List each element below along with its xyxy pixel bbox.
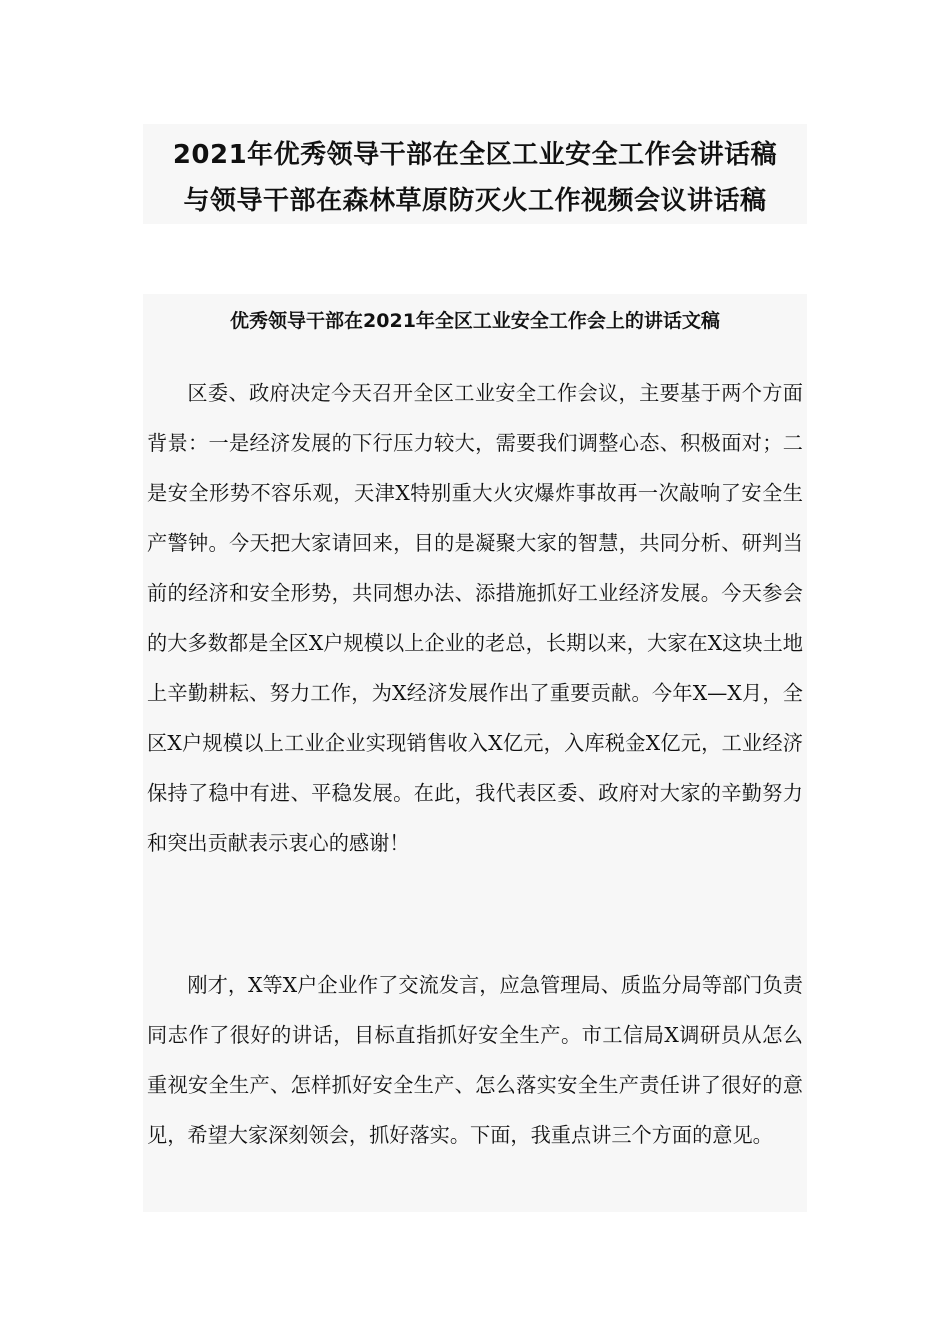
document-title-line-2: 与领导干部在森林草原防灭火工作视频会议讲话稿 <box>183 186 767 216</box>
speech-subtitle: 优秀领导干部在2021年全区工业安全工作会上的讲话文稿 <box>230 310 720 332</box>
paragraph-2: 刚才，X等X户企业作了交流发言，应急管理局、质监分局等部门负责同志作了很好的讲话，目标直指抓好安全生产。市工信局X调研员从怎么重视安全生产、怎样抓好安全生产、怎么落实安全生产责任讲了很好的意见，希望大家深刻领会，抓好落实。下面，我重点讲三个方面的意见。 <box>147 973 803 1147</box>
document-body <box>143 294 807 1212</box>
document-title-line-1: 2021年优秀领导干部在全区工业安全工作会讲话稿 <box>172 140 778 170</box>
paragraph-1: 区委、政府决定今天召开全区工业安全工作会议，主要基于两个方面背景：一是经济发展的下行压力较大，需要我们调整心态、积极面对；二是安全形势不容乐观，天津X特别重大火灾爆炸事故再一次敲响了安全生产警钟。今天把大家请回来，目的是凝聚大家的智慧，共同分析、研判当前的经济和安全形势，共同想办法、添措施抓好工业经济发展。今天参会的大多数都是全区X户规模以上企业的老总，长期以来，大家在X这块土地上辛勤耕耘、努力工作，为X经济发展作出了重要贡献。今年X—X月，全区X户规模以上工业企业实现销售收入X亿元，入库税金X亿元，工业经济保持了稳中有进、平稳发展。在此，我代表区委、政府对大家的辛勤努力和突出贡献表示衷心的感谢！ <box>147 381 803 855</box>
document-title-block <box>143 124 807 224</box>
